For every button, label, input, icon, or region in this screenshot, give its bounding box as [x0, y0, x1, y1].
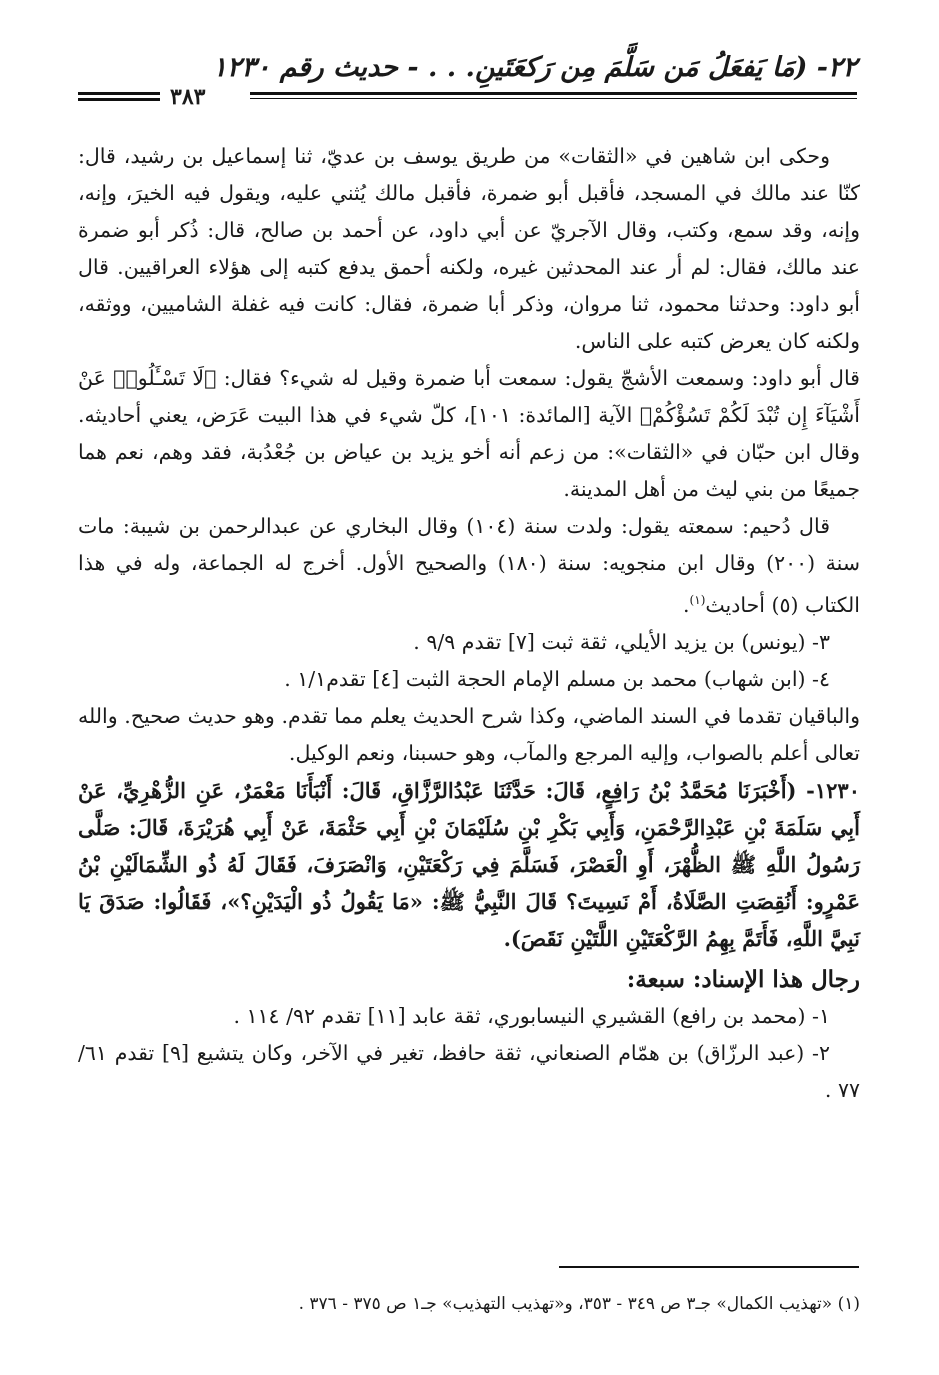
paragraph: قال أبو داود: وسمعت الأشجّ يقول: سمعت أبا ضمرة وقيل له شيء؟ فقال: ﴿لَا تَسْـَٔلُوا۟ عَنْ أَشْيَآءَ إِن تُبْدَ لَكُمْ تَسُؤْكُمْ﴾ الآية [المائدة: ١٠١]، كلّ شيء في هذا البيت عَرَض، يعني أحاديثه. وقال ابن حبّان في «الثقات»: من زعم أنه أخو يزيد بن عياض بن جُعْدُبة، فقد وهم، نعم هما جميعًا من بني ليث من أهل المدينة.: [78, 366, 860, 501]
paragraph-text: قال دُحيم: سمعته يقول: ولدت سنة (١٠٤) وقال البخاري عن عبدالرحمن بن شيبة: مات سنة (٢٠٠) وقال ابن منجويه: سنة (١٨٠) والصحيح الأول. أخرج له الجماعة، وله في هذا الكتاب (٥) أحاديث: [78, 514, 860, 617]
footnote-rule: [559, 1266, 859, 1268]
hadith-text: ١٢٣٠- (أَخْبَرَنَا مُحَمَّدُ بْنُ رَافِعٍ، قَالَ: حَدَّثَنَا عَبْدُالرَّزَّاقِ، قَالَ: أَنْبَأَنَا مَعْمَرٌ، عَنِ الزُّهْرِيِّ، عَنْ أَبِي سَلَمَةَ بْنِ عَبْدِالرَّحْمَنِ، وَأَبِي بَكْرِ بْنِ سُلَيْمَانَ بْنِ أَبِي حَثْمَةَ، عَنْ أَبِي هُرَيْرَةَ، قَالَ: صَلَّى رَسُولُ اللَّهِ ﷺ الظُّهْرَ، أَوِ الْعَصْرَ، فَسَلَّمَ فِي رَكْعَتَيْنِ، وَانْصَرَفَ، فَقَالَ لَهُ ذُو الشِّمَالَيْنِ بْنُ عَمْرٍو: أَنُقِصَتِ الصَّلَاةُ، أَمْ نَسِيتَ؟ قَالَ النَّبِيُّ ﷺ: «مَا يَقُولُ ذُو الْيَدَيْنِ؟»، فَقَالُوا: صَدَقَ يَا نَبِيَّ اللَّهِ، فَأَتَمَّ بِهِمُ الرَّكْعَتَيْنِ اللَّتَيْنِ نَقَصَ).: [78, 777, 860, 951]
narrator-entry: ٣- (يونس) بن يزيد الأيلي، ثقة ثبت [٧] تقدم ٩/٩ .: [413, 629, 830, 654]
paragraph: وحكى ابن شاهين في «الثقات» من طريق يوسف بن عديّ، ثنا إسماعيل بن رشيد، قال: كنّا عند مالك في المسجد، فأقبل أبو ضمرة، فأقبل مالك يُثني عليه، ويقول فيه الخيرَ، وإنه، وإنه، وقد سمع، وكتب، وقال الآجريّ عن أبي داود، عن أحمد بن صالح، قال: ذُكر أبو ضمرة عند مالك، فقال: لم أر عند المحدثين غيره، ولكنه أحمق يدفع كتبه إلى هؤلاء العراقيين. قال أبو داود: وحدثنا محمود، ثنا مروان، وذكر أبا ضمرة، فقال: كانت فيه غفلة الشاميين، ووثقه، ولكنه كان يعرض كتبه على الناس.: [78, 144, 860, 353]
page-number-bars: [78, 92, 160, 104]
header-rule: [250, 92, 857, 95]
page-number: ٣٨٣: [170, 84, 206, 110]
running-title: ٢٢- (مَا يَفعَلُ مَن سَلَّمَ مِن رَكعَتَينِ. . . - حديث رقم ١٢٣٠: [212, 52, 857, 83]
narrator-entry: ٢- (عبد الرزّاق) بن همّام الصنعاني، ثقة حافظ، تغير في الآخر، وكان يتشيع [٩] تقدم ٦١/ ٧٧ .: [78, 1040, 860, 1102]
paragraph: قال دُحيم: سمعته يقول: ولدت سنة (١٠٤) وقال البخاري عن عبدالرحمن بن شيبة: مات سنة (٢٠٠) وقال ابن منجويه: سنة (١٨٠) والصحيح الأول. أخرج له الجماعة، وله في هذا الكتاب (٥) أحاديث$^{(١)}$.: [78, 514, 860, 617]
header-rule-thin: [250, 98, 857, 99]
narrator-entry: ١- (محمد بن رافع) القشيري النيسابوري، ثقة عابد [١١] تقدم ٩٢/ ١١٤ .: [233, 1003, 830, 1028]
main-text: [78, 138, 860, 1109]
closing-paragraph: والباقيان تقدما في السند الماضي، وكذا شرح الحديث يعلم مما تقدم. وهو حديث صحيح. والله تعالى أعلم بالصواب، وإليه المرجع والمآب، وهو حسبنا، ونعم الوكيل.: [78, 703, 860, 765]
footnote: (١) «تهذيب الكمال» جـ٣ ص ٣٤٩ - ٣٥٣، و«تهذيب التهذيب» جـ١ ص ٣٧٥ - ٣٧٦ .: [298, 1294, 860, 1314]
footnote-marker: (١): [689, 593, 706, 607]
page-header: [78, 52, 857, 112]
narrator-entry: ٤- (ابن شهاب) محمد بن مسلم الإمام الحجة الثبت [٤] تقدم١/١ .: [284, 666, 830, 691]
section-heading: رجال هذا الإسناد: سبعة:: [626, 965, 860, 993]
